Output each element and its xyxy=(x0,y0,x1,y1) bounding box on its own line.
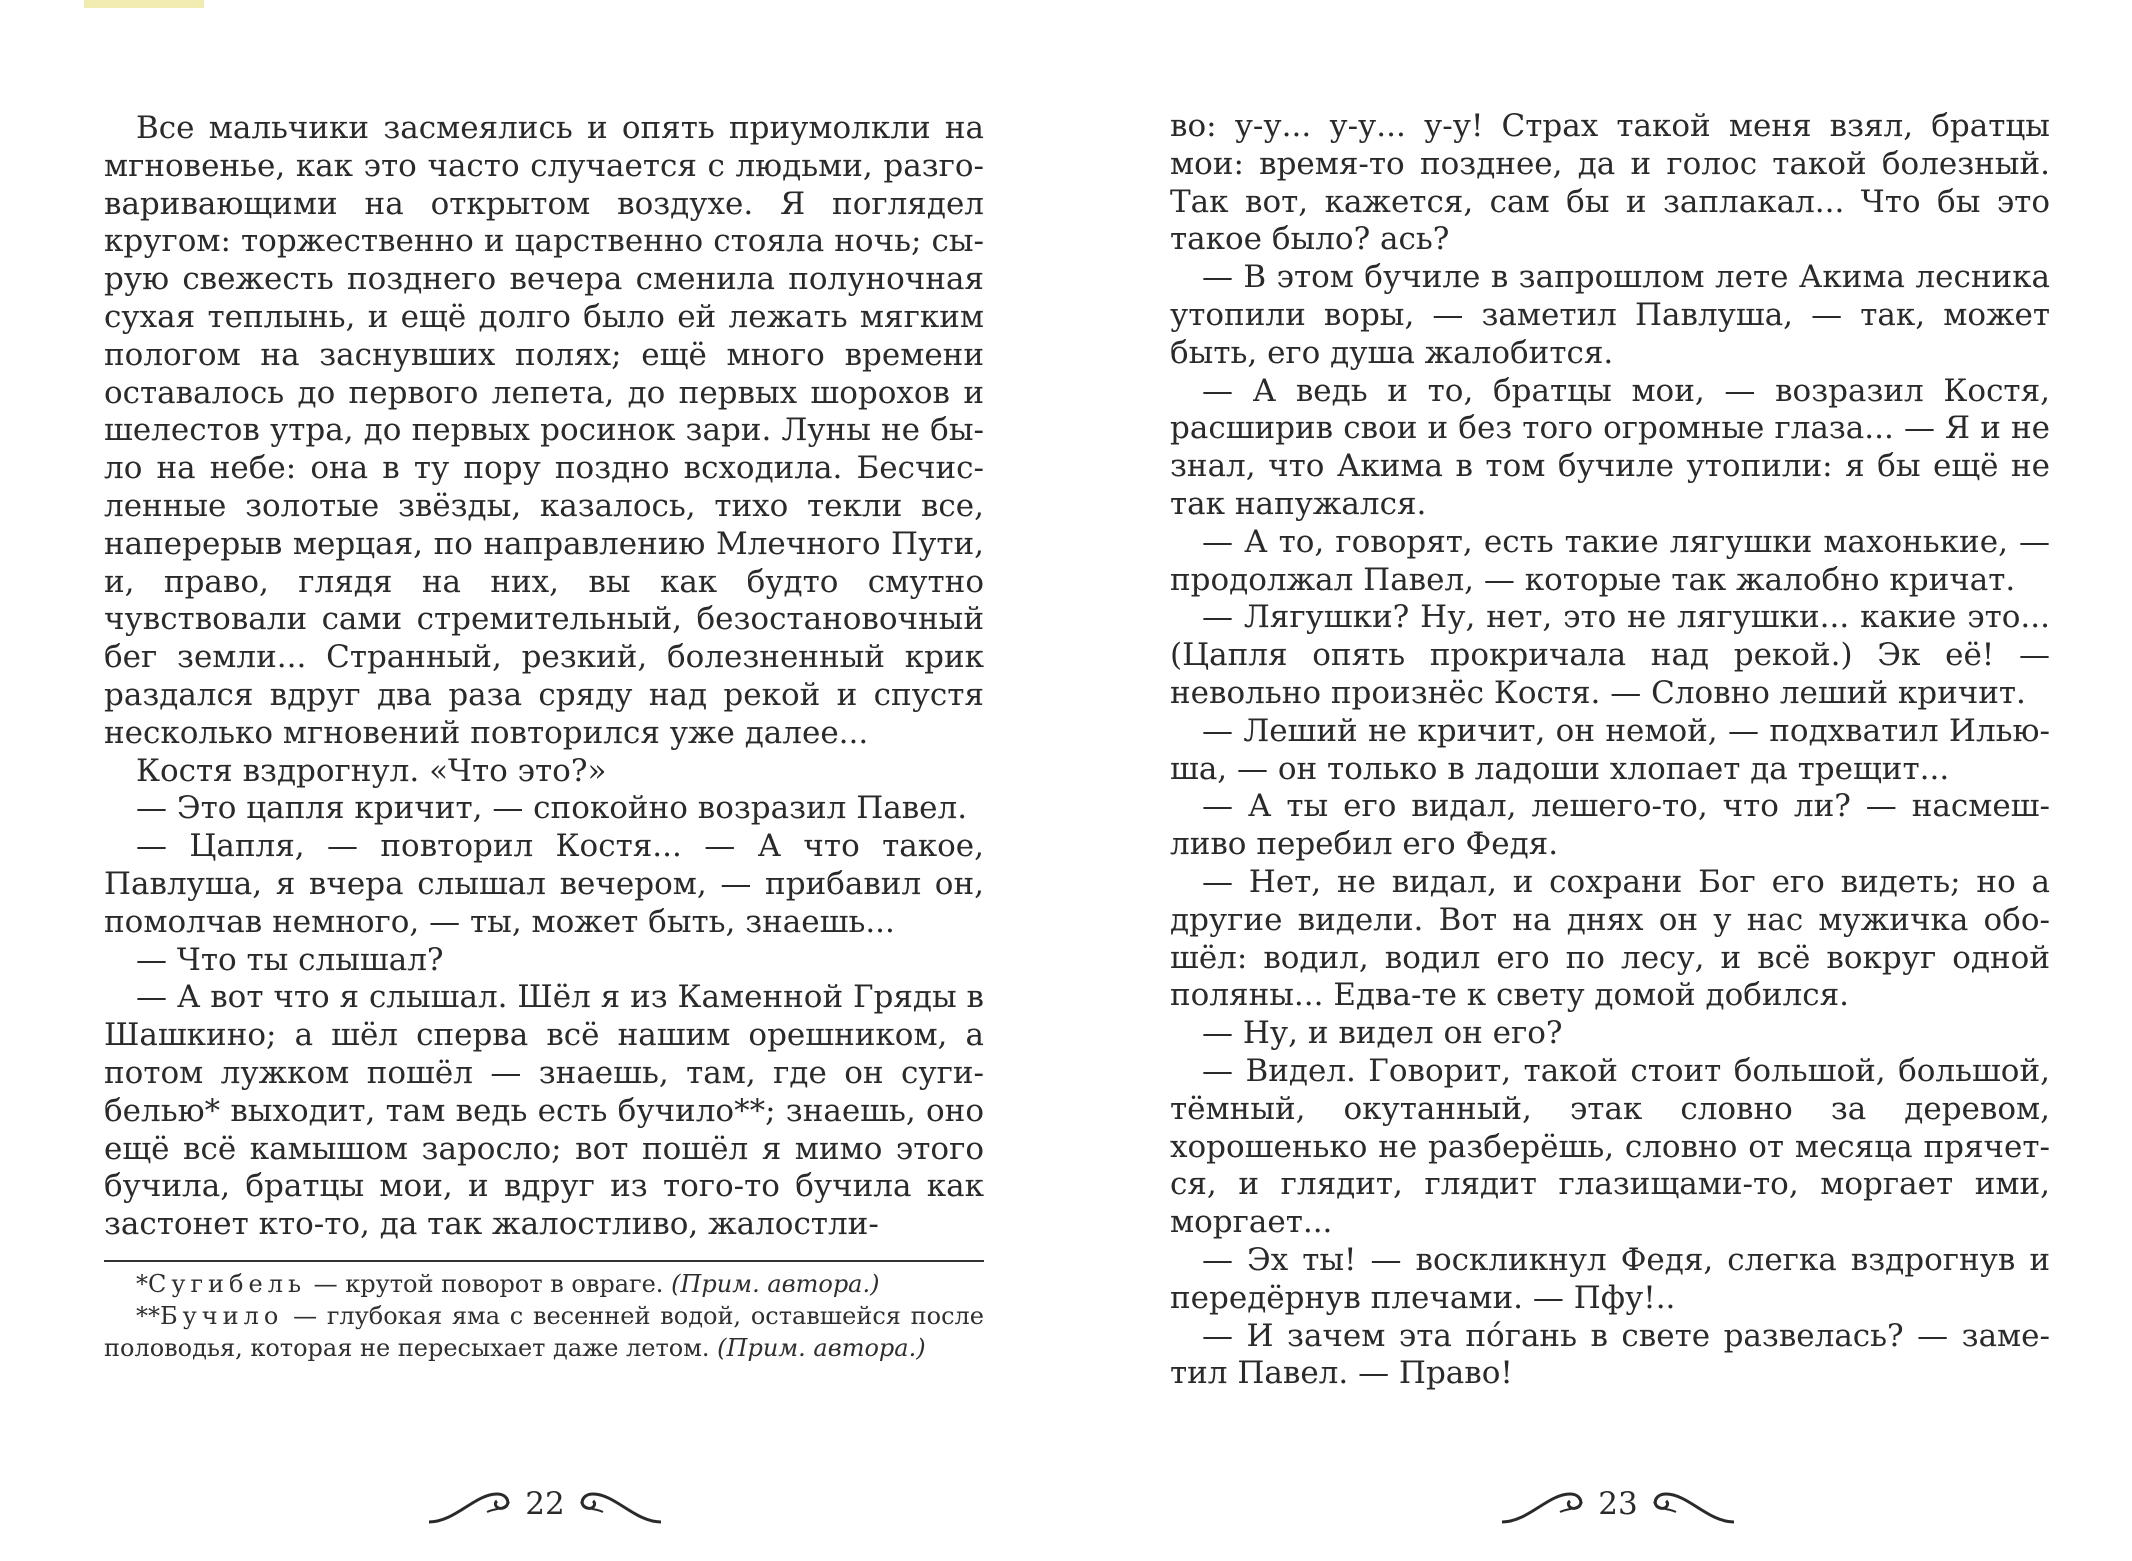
footnote-author-note: (Прим. автора.) xyxy=(717,1333,926,1362)
right-page xyxy=(1170,108,2050,1393)
paragraph: — А вот что я слышал. Шёл я из Каменной Гряды в Шашкино; а шёл сперва всё нашим орешником, а потом лужком пошёл — знаешь, там, где он сугибелью* выходит, там ведь есть бучило**; знаешь, оно ещё всё камышом заросло; вот пошёл я мимо этого бучила, братцы мои, и вдруг из того-то бучила как застонет кто-то, да так жалостливо, жалостли- xyxy=(104,979,984,1243)
paragraph: — Леший не кричит, он немой, — подхватил Ильюша, — он только в ладоши хлопает да трещит... xyxy=(1170,712,2050,787)
paragraph: — А ведь и то, братцы мои, — возразил Костя, расширив свои и без того огромные глаза... — Я и не знал, что Акима в том бучиле утопили: я бы ещё не так напужался. xyxy=(1170,372,2050,522)
paragraph: Костя вздрогнул. «Что это?» xyxy=(136,752,607,789)
paragraph: — В этом бучиле в запрошлом лете Акима лесника утопили воры, — заметил Павлуша, — так, может быть, его душа жалобится. xyxy=(1170,259,2050,371)
paragraph: Все мальчики засмеялись и опять приумолкли на мгновенье, как это часто случается с людьми, разговаривающими на открытом воздухе. Я поглядел кругом: торжественно и царственно стояла ночь; сырую свежесть позднего вечера сменила полуночная сухая теплынь, и ещё долго было ей лежать мягким пологом на заснувших полях; ещё много времени оставалось до первого лепета, до первых шорохов и шелестов утра, до первых росинок зари. Луны не было на небе: она в ту пору поздно всходила. Бесчисленные золотые звёзды, казалось, тихо текли все, наперерыв мерцая, по направлению Млечного Пути, и, право, глядя на них, вы как будто смутно чувствовали сами стремительный, безостановочный бег земли... Странный, резкий, болезненный крик раздался вдруг два раза сряду над рекой и спустя несколько мгновений повторился уже далее... xyxy=(104,110,984,751)
paragraph: — А ты его видал, лешего-то, что ли? — насмешливо перебил его Федя. xyxy=(1170,788,2050,863)
left-page-text xyxy=(104,110,984,1244)
left-swirl-ornament-icon xyxy=(1498,1482,1588,1526)
page-number-left xyxy=(395,1474,695,1534)
right-swirl-ornament-icon xyxy=(575,1482,665,1526)
footnote-marker: * xyxy=(136,1269,148,1298)
paragraph: — Видел. Говорит, такой стоит большой, большой, тёмный, окутанный, этак словно за деревом, хорошенько не разберёшь, словно от месяца прячется, и глядит, глядит глазищами-то, моргает ими, моргает... xyxy=(1170,1052,2050,1241)
paragraph: — Цапля, — повторил Костя... — А что такое, Павлуша, я вчера слышал вечером, — прибавил он, помолчав немного, — ты, может быть, знаешь... xyxy=(104,828,984,940)
paragraph: — Что ты слышал? xyxy=(136,941,444,978)
footnote-term: Бучило xyxy=(160,1301,284,1330)
paragraph: — Ну, и видел он его? xyxy=(1202,1015,1563,1052)
footnote-definition: — крутой поворот в овраге. xyxy=(306,1269,672,1298)
right-page-text xyxy=(1170,108,2050,1393)
footnote-buchilo xyxy=(104,1300,984,1364)
footnotes xyxy=(104,1260,984,1364)
right-swirl-ornament-icon xyxy=(1648,1482,1738,1526)
footnote-marker: ** xyxy=(136,1301,160,1330)
paragraph: — И зачем эта по́гань в свете развелась? — заметил Павел. — Право! xyxy=(1170,1317,2050,1392)
footnote-author-note: (Прим. автора.) xyxy=(671,1269,880,1298)
left-page xyxy=(104,110,984,1364)
paragraph: — Эх ты! — воскликнул Федя, слегка вздрогнув и передёрнув плечами. — Пфу!.. xyxy=(1170,1241,2050,1316)
paragraph: — А то, говорят, есть такие лягушки махонькие, — продолжал Павел, — которые так жалобно кричат. xyxy=(1170,523,2050,598)
footnote-definition: — глубокая яма с весенней водой, оставшейся после половодья, которая не пересыхает даже летом. xyxy=(104,1301,984,1362)
left-swirl-ornament-icon xyxy=(425,1482,515,1526)
paragraph: — Лягушки? Ну, нет, это не лягушки... какие это... (Цапля опять прокричала над рекой.) Эк её! — невольно произнёс Костя. — Словно леший кричит. xyxy=(1170,599,2050,711)
footnote-sugibel xyxy=(104,1268,984,1300)
page-number: 23 xyxy=(1598,1486,1638,1522)
corner-tab xyxy=(84,0,204,8)
paragraph: — Это цапля кричит, — спокойно возразил Павел. xyxy=(136,790,968,827)
footnote-term: Сугибель xyxy=(148,1269,307,1298)
paragraph: — Нет, не видал, и сохрани Бог его видеть; но а другие видели. Вот на днях он у нас мужичка обошёл: водил, водил его по лесу, и всё вокруг одной поляны... Едва-те к свету домой добился. xyxy=(1170,863,2050,1014)
paragraph: во: у-у... у-у... у-у! Страх такой меня взял, братцы мои: время-то позднее, да и голос такой болезный. Так вот, кажется, сам бы и заплакал... Что бы это такое было? ась? xyxy=(1170,108,2050,258)
page-number: 22 xyxy=(525,1486,565,1522)
page-number-right xyxy=(1468,1474,1768,1534)
